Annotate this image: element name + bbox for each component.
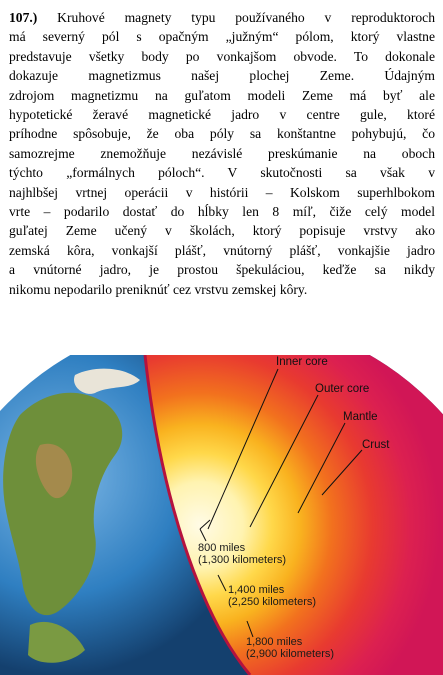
text-line: týchto „formálnych póloch“. V skutočnosti sa však v [9,165,435,181]
earth-layers-figure [0,355,443,675]
text-line: zdrojom magnetizmu na guľatom modeli Zeme má byť ale [9,87,435,103]
text-line: vrte – podarilo dostať do hĺbky len 8 míľ, čiže celý model [9,204,435,220]
text-line: príhodne spôsobuje, že oba póly sa konštantne pohybujú, čo [9,126,435,142]
depth-label-3: 1,800 miles (2,900 kilometers) [246,636,335,660]
text-line: zemská kôra, vonkajší plášť, vnútorný plášť, vonkajšie jadro [9,242,435,258]
label-mantle: Mantle [343,411,378,423]
label-crust: Crust [362,439,390,451]
text-line: hypotetické žeravé magnetické jadro v centre gule, ktoré [9,107,435,123]
text-line: najhlbšej vrtnej operácii v histórii – Kolskom superhlbokom [9,184,435,200]
depth-label-1: 800 miles (1,300 kilometers) [198,542,287,566]
text-line: samozrejme znemožňuje nezávislé preskúmanie na oboch [9,145,435,161]
text-line: 107.) Kruhové magnety typu používaného v reproduktoroch [9,10,435,25]
text-line: guľatej Zeme učený v školách, ktorý popisuje vrstvy ako [9,223,435,239]
paragraph [9,8,435,299]
text-line: má severný pól s opačným „južným“ pólom, ktorý vlastne [9,29,435,45]
item-number: 107.) [9,10,38,25]
text-line: a vnútorné jadro, je prostou špekuláciou, keďže sa nikdy [9,262,435,278]
depth-label-2: 1,400 miles (2,250 kilometers) [228,584,317,608]
label-inner-core: Inner core [276,356,328,368]
text-line: predstavuje všetky body po vonkajšom obvode. To dokonale [9,48,435,64]
earth-cutaway-illustration [0,355,443,675]
text-line: dokazuje magnetizmus našej plochej Zeme. Údajným [9,68,435,84]
label-outer-core: Outer core [315,383,370,395]
text-line: nikomu nepodarilo preniknúť cez vrstvu zemskej kôry. [9,281,308,297]
